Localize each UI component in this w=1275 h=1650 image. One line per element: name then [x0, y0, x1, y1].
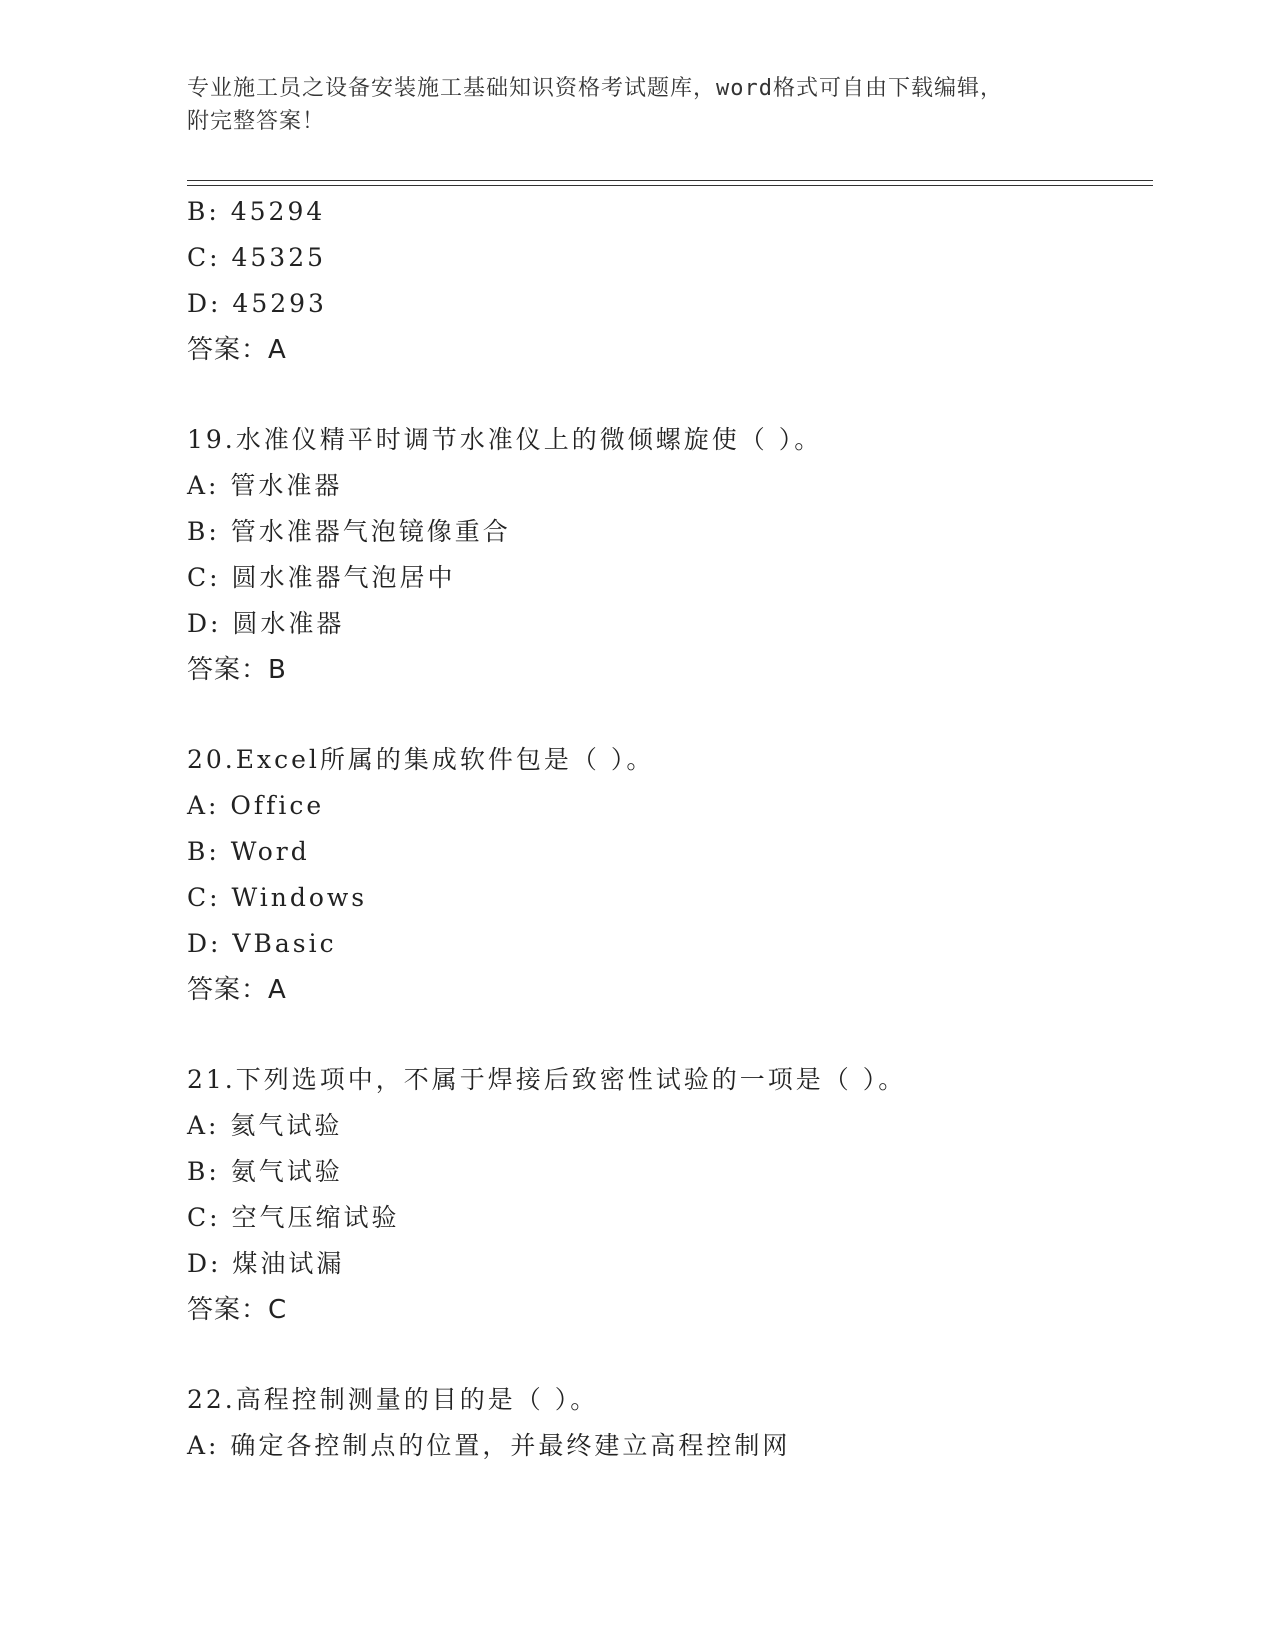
question-stem: 21.下列选项中，不属于焊接后致密性试验的一项是（ ）。 [187, 1065, 907, 1094]
question-18-carryover [187, 189, 1167, 373]
option-b: B: 管水准器气泡镜像重合 [187, 517, 511, 546]
option-b: B: 45294 [187, 197, 326, 226]
question-22 [187, 1377, 1167, 1469]
question-content [187, 189, 1167, 1469]
answer-line: 答案：A [187, 335, 287, 365]
option-a: A: 氦气试验 [187, 1111, 343, 1140]
option-b: B: Word [187, 837, 310, 866]
spacer [187, 693, 1167, 737]
option-c: C: 45325 [187, 243, 327, 272]
answer-line: 答案：B [187, 655, 287, 685]
question-20 [187, 737, 1167, 1013]
option-a: A: 确定各控制点的位置，并最终建立高程控制网 [187, 1431, 791, 1460]
option-d: D: 45293 [187, 289, 327, 318]
option-d: D: VBasic [187, 929, 337, 958]
question-19 [187, 417, 1167, 693]
header-divider-bottom [187, 185, 1153, 186]
spacer [187, 373, 1167, 417]
question-stem: 20.Excel所属的集成软件包是（ ）。 [187, 745, 655, 774]
header-title-line-1: 专业施工员之设备安装施工基础知识资格考试题库，word格式可自由下载编辑， [187, 76, 1003, 101]
option-d: D: 煤油试漏 [187, 1249, 345, 1278]
question-21 [187, 1057, 1167, 1333]
question-stem: 22.高程控制测量的目的是（ ）。 [187, 1385, 599, 1414]
option-c: C: 圆水准器气泡居中 [187, 563, 456, 592]
answer-line: 答案：A [187, 975, 287, 1005]
option-a: A: 管水准器 [187, 471, 343, 500]
spacer [187, 1013, 1167, 1057]
header-divider-top [187, 180, 1153, 181]
question-stem: 19.水准仪精平时调节水准仪上的微倾螺旋使（ ）。 [187, 425, 823, 454]
document-header [187, 72, 1087, 138]
option-a: A: Office [187, 791, 325, 820]
spacer [187, 1333, 1167, 1377]
answer-line: 答案：C [187, 1295, 288, 1325]
header-title-line-2: 附完整答案！ [187, 109, 326, 134]
option-b: B: 氨气试验 [187, 1157, 343, 1186]
option-c: C: Windows [187, 883, 368, 912]
option-c: C: 空气压缩试验 [187, 1203, 400, 1232]
option-d: D: 圆水准器 [187, 609, 345, 638]
